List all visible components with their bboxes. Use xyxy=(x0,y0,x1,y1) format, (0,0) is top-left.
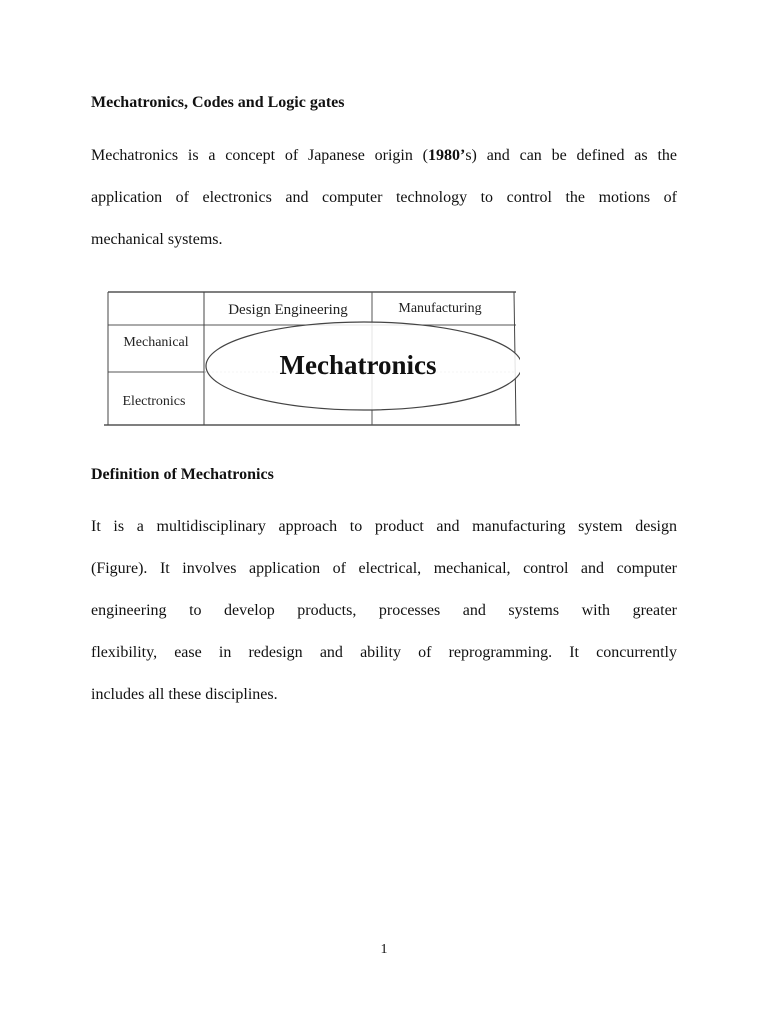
definition-line-4: flexibility, ease in redesign and ability of reprogramming. It concurrently xyxy=(91,644,677,661)
definition-line-3: engineering to develop products, processes and systems with greater xyxy=(91,602,677,619)
definition-line-1: It is a multidisciplinary approach to product and manufacturing system design xyxy=(91,518,677,535)
center-label-mechatronics: Mechatronics xyxy=(279,350,437,380)
col-header-design-engineering: Design Engineering xyxy=(228,302,348,318)
definition-paragraph xyxy=(91,506,677,716)
definition-line-5: includes all these disciplines. xyxy=(91,686,278,703)
row-header-electronics: Electronics xyxy=(122,394,186,409)
intro-paragraph xyxy=(91,135,677,261)
intro-line-1 xyxy=(91,135,677,177)
section-heading-definition-of-mechatronics: Definition of Mechatronics xyxy=(91,466,274,483)
row-header-mechanical: Mechanical xyxy=(123,335,189,350)
definition-line-2: (Figure). It involves application of electrical, mechanical, control and computer xyxy=(91,560,677,577)
section-heading-mechatronics-codes-logic-gates: Mechatronics, Codes and Logic gates xyxy=(91,94,345,111)
col-header-manufacturing: Manufacturing xyxy=(398,301,482,316)
mechatronics-diagram xyxy=(104,288,520,428)
intro-line-3: mechanical systems. xyxy=(91,231,223,248)
page-number: 1 xyxy=(380,942,388,957)
intro-line-2: application of electronics and computer technology to control the motions of xyxy=(91,189,677,206)
intro-text-after-year: s) and can be defined as the xyxy=(465,147,677,164)
intro-year-bold: 1980’ xyxy=(428,147,466,164)
mechatronics-figure xyxy=(104,288,520,428)
intro-text-before-year: Mechatronics is a concept of Japanese origin ( xyxy=(91,147,428,164)
